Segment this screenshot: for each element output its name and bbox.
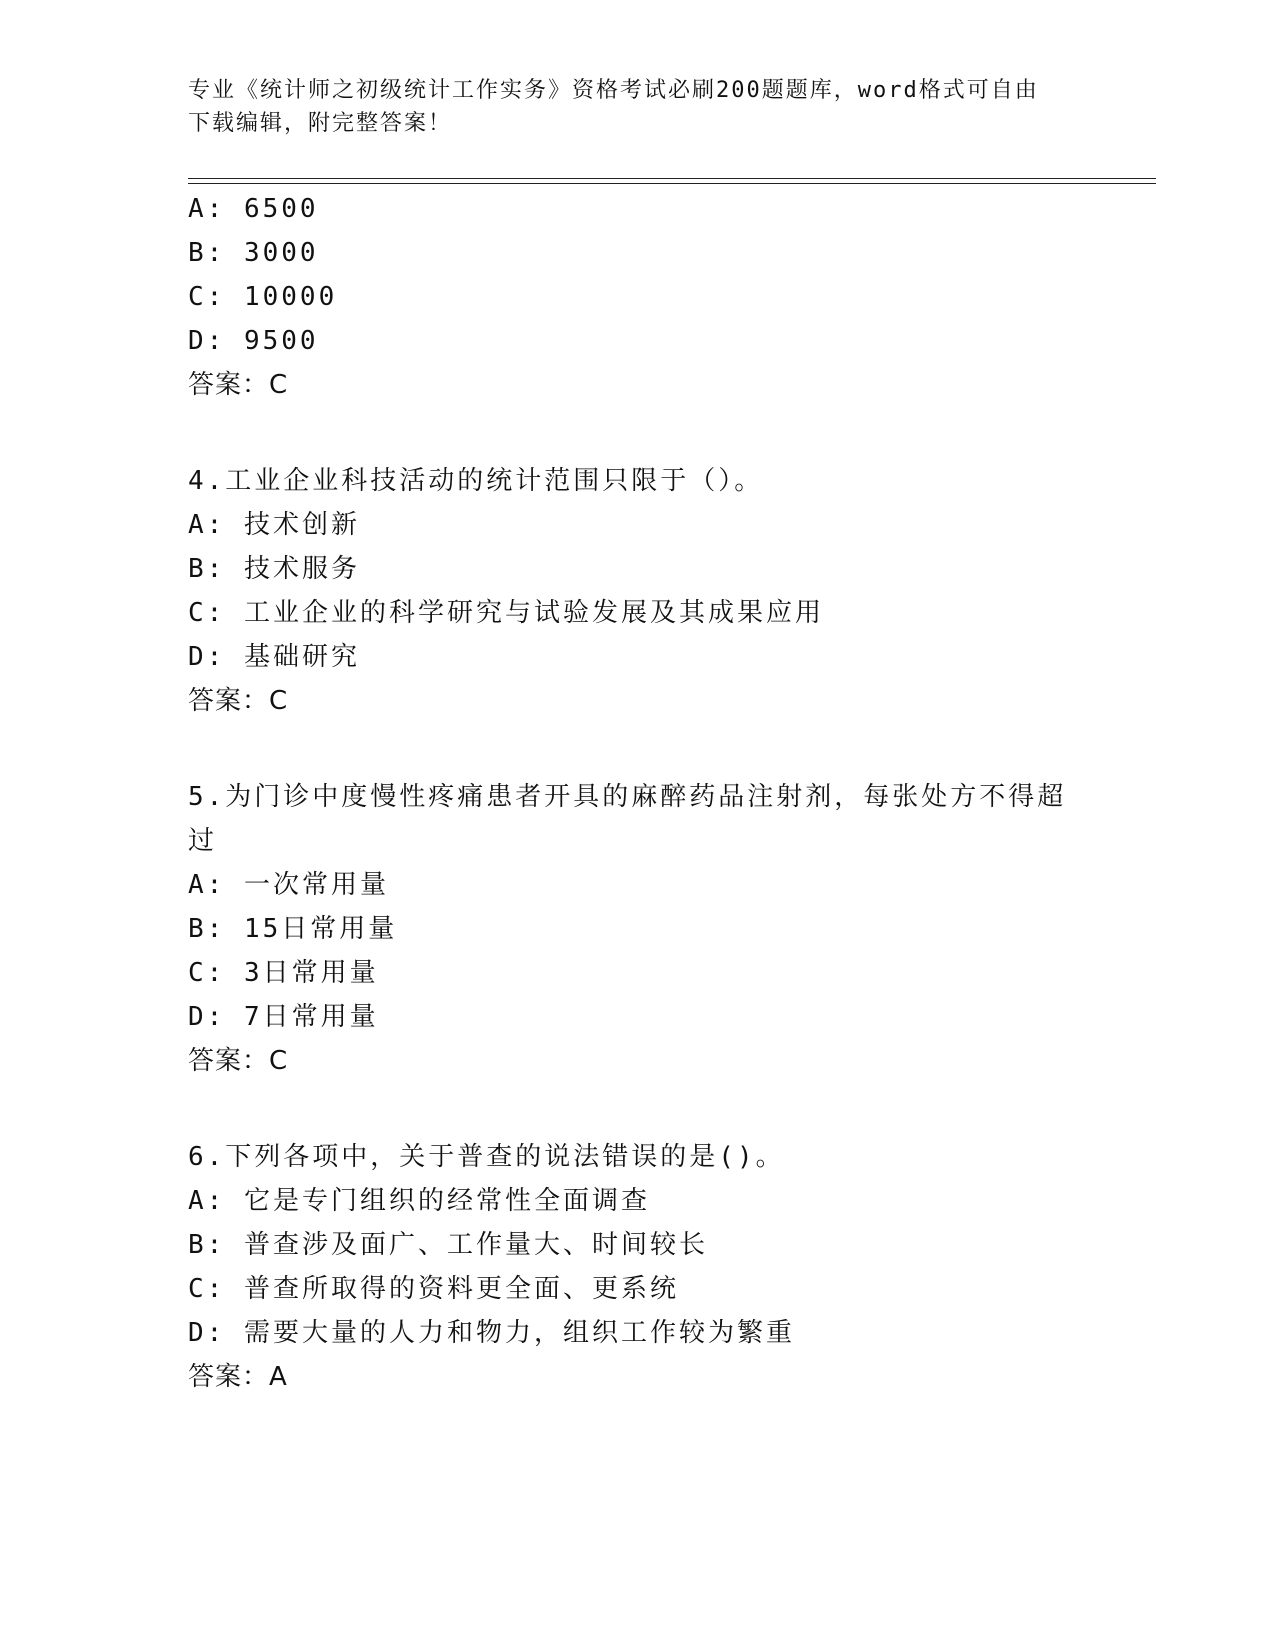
q6-stem: 6.下列各项中，关于普查的说法错误的是()。: [188, 1142, 785, 1172]
q4-option-c: C: 工业企业的科学研究与试验发展及其成果应用: [188, 598, 824, 628]
q5-option-b: B: 15日常用量: [188, 914, 398, 944]
q3-answer: 答案：C: [188, 370, 289, 400]
q4-stem: 4.工业企业科技活动的统计范围只限于（）。: [188, 466, 764, 496]
q5-option-a: A: 一次常用量: [188, 870, 389, 900]
q6-option-c: C: 普查所取得的资料更全面、更系统: [188, 1274, 679, 1304]
document-header: [188, 74, 1088, 140]
q6-answer: 答案：A: [188, 1362, 288, 1392]
q6-option-b: B: 普查涉及面广、工作量大、时间较长: [188, 1230, 708, 1260]
q3-option-d: D: 9500: [188, 326, 319, 356]
header-line-2: 下载编辑，附完整答案！: [188, 111, 453, 136]
q4-option-d: D: 基础研究: [188, 642, 360, 672]
q3-option-b: B: 3000: [188, 238, 319, 268]
q4-option-a: A: 技术创新: [188, 510, 360, 540]
q5-option-d: D: 7日常用量: [188, 1002, 379, 1032]
q5-stem-line-2: 过: [188, 826, 218, 856]
header-line-1: 专业《统计师之初级统计工作实务》资格考试必刷200题题库，word格式可自由: [188, 78, 1039, 103]
q5-answer: 答案：C: [188, 1046, 289, 1076]
q4-option-b: B: 技术服务: [188, 554, 360, 584]
q6-option-d: D: 需要大量的人力和物力，组织工作较为繁重: [188, 1318, 795, 1348]
header-divider-bottom: [188, 183, 1156, 184]
q3-option-a: A: 6500: [188, 194, 319, 224]
q5-option-c: C: 3日常用量: [188, 958, 379, 988]
q5-stem-line-1: 5.为门诊中度慢性疼痛患者开具的麻醉药品注射剂，每张处方不得超: [188, 782, 1067, 812]
q6-option-a: A: 它是专门组织的经常性全面调查: [188, 1186, 650, 1216]
header-divider-top: [188, 178, 1156, 179]
q3-option-c: C: 10000: [188, 282, 338, 312]
q4-answer: 答案：C: [188, 686, 289, 716]
